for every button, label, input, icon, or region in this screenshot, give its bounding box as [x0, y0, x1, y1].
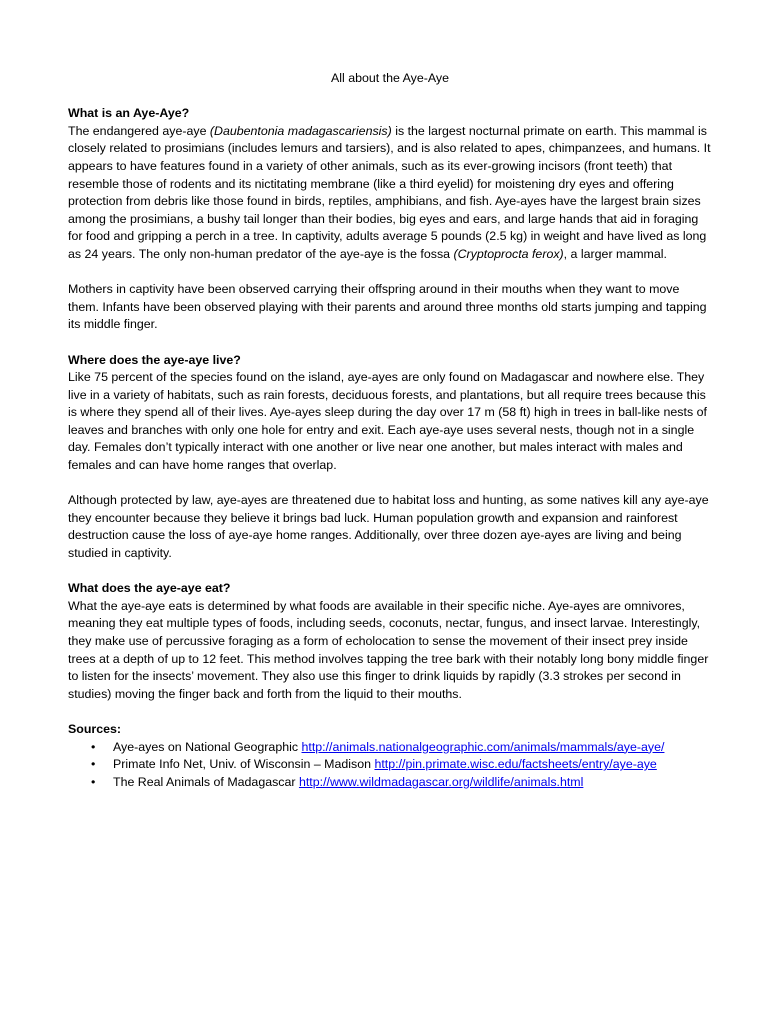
- source-link-primate-info-net[interactable]: http://pin.primate.wisc.edu/factsheets/entry/aye-aye: [374, 757, 657, 772]
- section-heading-what-eat: What does the aye-aye eat?: [68, 581, 231, 596]
- paragraph-where-live-2: Although protected by law, aye-ayes are threatened due to habitat loss and hunting, as some natives kill any aye-aye they encounter because they believe it brings bad luck. Human population growth and expansion and rainforest destruction cause the loss of aye-aye home ranges. Additionally, over three dozen aye-ayes are living and being studied in captivity.: [68, 493, 709, 561]
- source-link-national-geographic[interactable]: http://animals.nationalgeographic.com/animals/mammals/aye-aye/: [301, 739, 665, 754]
- text-run: , a larger mammal.: [563, 246, 667, 261]
- source-label: The Real Animals of Madagascar: [113, 774, 299, 789]
- paragraph-what-is-2: Mothers in captivity have been observed carrying their offspring around in their mouths when they want to move them. Infants have been observed playing with their parents and around three months old starts jumping and tapping its middle finger.: [68, 282, 707, 332]
- paragraph-what-eat-1: What the aye-aye eats is determined by what foods are available in their specific niche. Aye-ayes are omnivores, meaning they eat multiple types of foods, including seeds, coconuts, nectar, fungus, and insect larvae. Interestingly, they make use of percussive foraging as a form of echolocation to sense the movement of their insect prey inside trees at a depth of up to 12 feet. This method involves tapping the tree bark with their notably long bony middle finger to listen for the insects’ movement. They also use this finger to drink liquids by rapidly (3.3 strokes per second in studies) moving the finger back and forth from the liquid to their mouths.: [68, 598, 709, 701]
- text-run: The endangered aye-aye: [68, 123, 210, 138]
- source-label: Primate Info Net, Univ. of Wisconsin – Madison: [113, 757, 375, 772]
- sources-heading: Sources:: [68, 721, 122, 736]
- paragraph-what-is-1: [68, 123, 712, 264]
- source-item-national-geographic: [113, 739, 712, 757]
- source-label: Aye-ayes on National Geographic: [113, 739, 302, 754]
- section-heading-what-is: What is an Aye-Aye?: [68, 106, 190, 121]
- section-heading-where-live: Where does the aye-aye live?: [68, 352, 241, 367]
- scientific-name-cryptoprocta: (Cryptoprocta ferox): [453, 246, 564, 261]
- source-link-wild-madagascar[interactable]: http://www.wildmadagascar.org/wildlife/animals.html: [298, 774, 584, 789]
- scientific-name-daubentonia: (Daubentonia madagascariensis): [209, 123, 392, 138]
- source-item-wild-madagascar: [113, 774, 712, 792]
- document-title: All about the Aye-Aye: [330, 71, 450, 85]
- sources-list: [68, 739, 712, 792]
- text-run: is the largest nocturnal primate on earth. This mammal is closely related to prosimians (includes lemurs and tarsiers), and is also related to apes, chimpanzees, and humans. It appears to have features found in a variety of other animals, such as its ever-growing incisors (front teeth) that resemble those of rodents and its nictitating membrane (like a third eyelid) for moistening dry eyes and offering protection from debris like those found in birds, reptiles, amphibians, and fish. Aye-ayes have the largest brain sizes among the prosimians, a bushy tail longer than their bodies, big eyes and ears, and large hands that aid in foraging for food and gripping a perch in a tree. In captivity, adults average 5 pounds (2.5 kg) in weight and have lived as long as 24 years. The only non-human predator of the aye-aye is the fossa: [68, 123, 711, 261]
- source-item-primate-info-net: [113, 756, 712, 774]
- paragraph-where-live-1: Like 75 percent of the species found on the island, aye-ayes are only found on Madagascar and nowhere else. They live in a variety of habitats, such as rain forests, deciduous forests, and plantations, but all require trees because this is where they spend all of their lives. Aye-ayes sleep during the day over 17 m (58 ft) high in trees in ball-like nests of leaves and branches with only one hole for entry and exit. Each aye-aye uses several nests, though not in a single day. Females don’t typically interact with one another or live near one another, but males interact with males and females and can have home ranges that overlap.: [68, 370, 707, 473]
